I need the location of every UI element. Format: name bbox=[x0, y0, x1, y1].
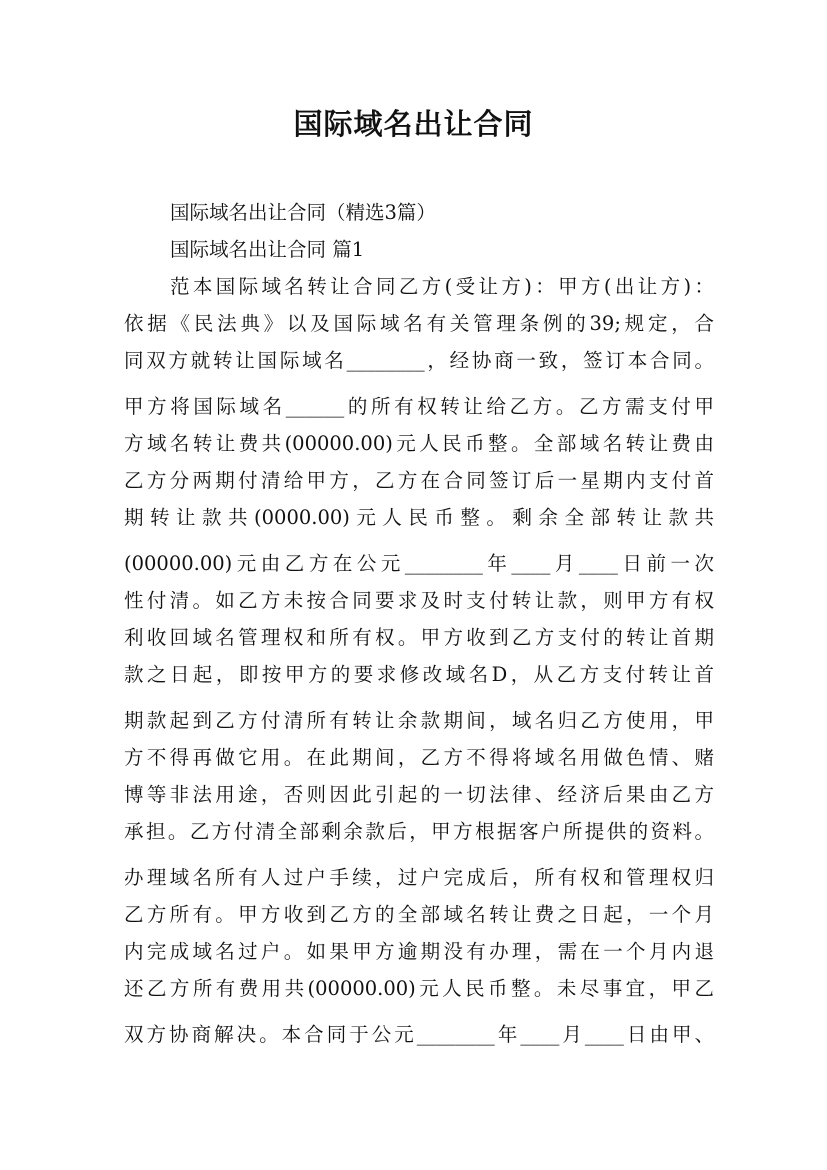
body-line: 款之日起，即按甲方的要求修改域名D，从乙方支付转让首 bbox=[124, 663, 714, 686]
body-line: 方不得再做它用。在此期间，乙方不得将域名用做色情、赌 bbox=[124, 746, 714, 769]
document-subtitle: 国际域名出让合同（精选3篇） bbox=[170, 201, 436, 224]
document-title: 国际域名出让合同 bbox=[293, 107, 534, 141]
body-line: 博等非法用途，否则因此引起的一切法律、经济后果由乙方 bbox=[124, 783, 714, 806]
body-line: 利收回域名管理权和所有权。甲方收到乙方支付的转让首期 bbox=[124, 626, 714, 649]
body-line: 甲方将国际域名______的所有权转让给乙方。乙方需支付甲 bbox=[124, 395, 714, 418]
body-line: 办理域名所有人过户手续，过户完成后，所有权和管理权归 bbox=[124, 866, 714, 889]
body-line: 双方协商解决。本合同于公元________年____月____日由甲、 bbox=[124, 1023, 714, 1046]
section-heading: 国际域名出让合同 篇1 bbox=[170, 238, 365, 261]
body-line: 依据《民法典》以及国际域名有关管理条例的39;规定，合 bbox=[124, 312, 714, 335]
body-line: 方域名转让费共(00000.00)元人民币整。全部域名转让费由 bbox=[124, 432, 714, 455]
body-line: 内完成域名过户。如果甲方逾期没有办理，需在一个月内退 bbox=[124, 940, 714, 963]
body-line: 期款起到乙方付清所有转让余款期间，域名归乙方使用，甲 bbox=[124, 709, 714, 732]
body-line: 还乙方所有费用共(00000.00)元人民币整。未尽事宜，甲乙 bbox=[124, 977, 714, 1000]
body-line: 承担。乙方付清全部剩余款后，甲方根据客户所提供的资料。 bbox=[124, 820, 714, 843]
body-line: 乙方分两期付清给甲方，乙方在合同签订后一星期内支付首 bbox=[124, 469, 714, 492]
body-line: 同双方就转让国际域名________，经协商一致，签订本合同。 bbox=[124, 349, 714, 372]
body-line: 乙方所有。甲方收到乙方的全部域名转让费之日起，一个月 bbox=[124, 903, 714, 926]
body-line: (00000.00)元由乙方在公元________年____月____日前一次 bbox=[124, 552, 714, 575]
body-line: 期转让款共(0000.00)元人民币整。剩余全部转让款共 bbox=[124, 506, 714, 529]
body-line: 性付清。如乙方未按合同要求及时支付转让款，则甲方有权 bbox=[124, 589, 714, 612]
body-line: 范本国际域名转让合同乙方(受让方)：甲方(出让方)： bbox=[170, 275, 714, 298]
